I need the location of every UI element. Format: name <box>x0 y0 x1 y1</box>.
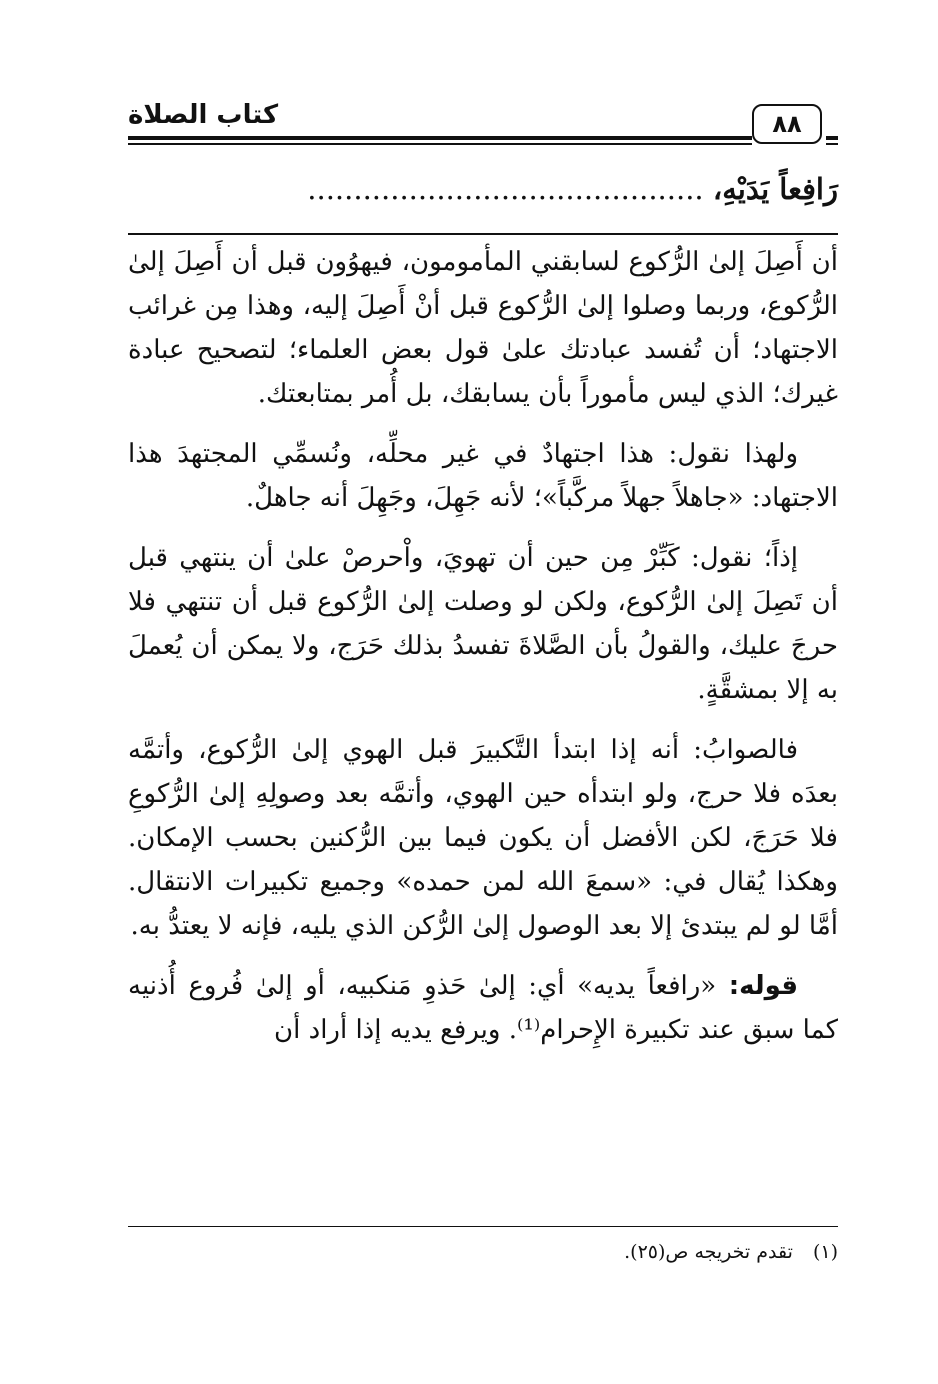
page-number: ٨٨ <box>752 104 822 144</box>
qawl-label: قوله: <box>728 971 798 1001</box>
header-rule-thick <box>128 136 838 140</box>
paragraph-3: إذاً؛ نقول: كَبِّرْ مِن حين أن تهويَ، واْحرصْ علىٰ أن ينتهي قبل أن تَصِلَ إلىٰ الرُّكوع، ولكن لو وصلت إلىٰ الرُّكوع قبل أن تنتهي فلا حرجَ عليك، والقولُ بأن الصَّلاةَ تفسدُ بذلك حَرَج، ولا يمكن أن يُعملَ به إلا بمشقَّةٍ. <box>128 543 838 705</box>
matn-line <box>128 165 838 213</box>
header-rule-thin <box>128 143 838 145</box>
book-title: كتاب الصلاة <box>128 100 279 130</box>
paragraph-5 <box>128 964 838 1052</box>
paragraph-5-text: «رافعاً يديه» أي: إلىٰ حَذوِ مَنكبيه، أو إلىٰ فُروع أُذنيه كما سبق عند تكبيرة الإِحرام⁽¹⁾. ويرفع يديه إذا أراد أن <box>128 971 838 1045</box>
commentary-body <box>128 240 838 1068</box>
footnote-number: (١) <box>812 1241 838 1263</box>
footnote-text: تقدم تخريجه ص(٢٥). <box>624 1241 793 1263</box>
matn-text: رَافِعاً يَدَيْهِ، <box>712 172 838 206</box>
footnote-separator <box>128 1226 838 1227</box>
matn-separator <box>128 233 838 235</box>
paragraph-4: فالصوابُ: أنه إذا ابتدأ التَّكبيرَ قبل الهوي إلىٰ الرُّكوع، وأتمَّه بعدَه فلا حرج، ولو ابتدأه حين الهوي، وأتمَّه بعد وصولِهِ إلىٰ الرُّكوعِ فلا حَرَجَ، لكن الأفضل أن يكون فيما بين الرُّكنين بحسب الإمكان. وهكذا يُقال في: «سمعَ الله لمن حمده» وجميع تكبيرات الانتقال. أمَّا لو لم يبتدئ إلا بعد الوصول إلىٰ الرُّكن الذي يليه، فإنه لا يعتدُّ به. <box>128 735 838 941</box>
footnote <box>128 1236 838 1268</box>
matn-dots: ........................................... <box>307 172 704 206</box>
page-header <box>128 92 838 152</box>
paragraph-1: أن أَصِلَ إلىٰ الرُّكوع لسابقني المأمومون، فيهوُون قبل أن أَصِلَ إلىٰ الرُّكوع، وربما وصلوا إلىٰ الرُّكوع قبل أنْ أَصِلَ إليه، وهذا مِن غرائب الاجتهاد؛ أن تُفسد عبادتك علىٰ قول بعض العلماء؛ لتصحيح عبادة غيرك؛ الذي ليس مأموراً بأن يسابقك، بل أُمر بمتابعتك. <box>128 247 838 409</box>
paragraph-2: ولهذا نقول: هذا اجتهادٌ في غير محلِّه، ونُسمِّي المجتهدَ هذا الاجتهاد: «جاهلاً جهلاً مركَّباً»؛ لأنه جَهِلَ، وجَهِلَ أنه جاهلٌ. <box>128 439 838 513</box>
